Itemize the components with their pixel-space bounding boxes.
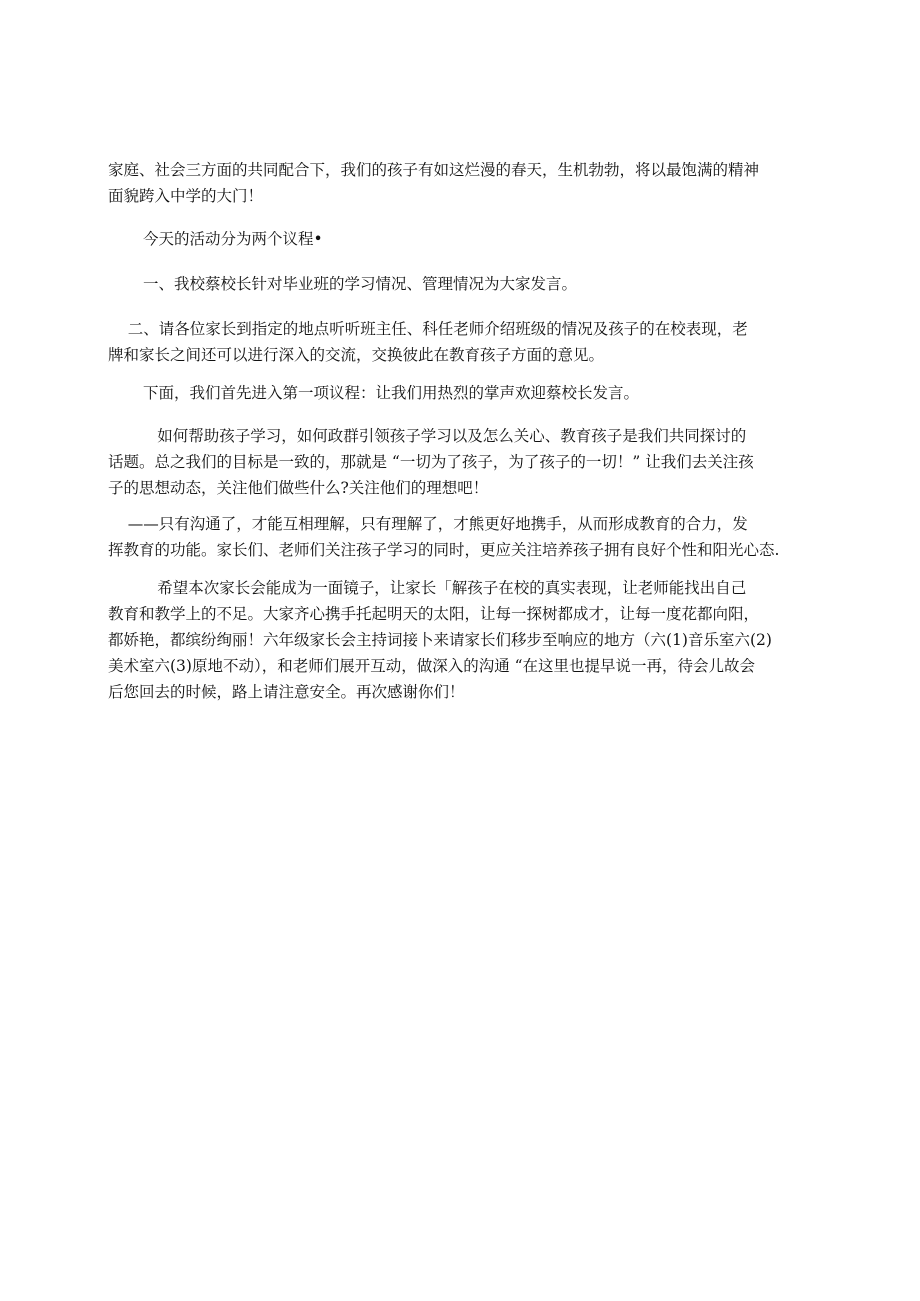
paragraph-agenda-item-1 — [143, 271, 849, 297]
text-line: 希望本次家长会能成为一面镜子，让家长「解孩子在校的真实表现，让老师能找出自己 — [108, 579, 747, 597]
text-line: 二、请各位家长到指定的地点听听班主任、科任老师介绍班级的情况及孩子的在校表现，老 — [108, 320, 748, 338]
text-line: 家庭、社会三方面的共同配合下，我们的孩子有如这烂漫的春天，生机勃勃，将以最饱满的精神 — [108, 161, 760, 179]
paragraph-first-item — [143, 380, 849, 406]
paragraph-helping-children — [108, 423, 814, 501]
text-line: 教育和教学上的不足。大家齐心携手托起明天的太阳，让每一探树都成才，让每一度花都向阳， — [108, 605, 760, 623]
text-line: 美术室六(3)原地不动），和老师们展开互动，做深入的沟通 “在这里也提早说一再，待会儿故会 — [108, 657, 756, 675]
paragraph-intro — [108, 157, 814, 209]
text-line: ——只有沟通了，才能互相理解，只有理解了，才熊更好地携手，从而形成教育的合力，发 — [108, 515, 748, 533]
text-line: 子的思想动态，关注他们做些什么?关注他们的理想吧！ — [108, 479, 489, 497]
text-line: 话题。总之我们的目标是一致的，那就是 “一切为了孩子，为了孩子的一切！” 让我们去关注孩 — [108, 453, 754, 471]
text-line: 今天的活动分为两个议程• — [143, 230, 323, 248]
text-line: 都娇艳，都缤纷绚丽！六年级家长会主持词接卜来请家长们移步至响应的地方（六(1)音乐室六(2) — [108, 631, 772, 649]
paragraph-closing — [108, 575, 814, 705]
text-line: 下面，我们首先进入第一项议程：让我们用热烈的掌声欢迎蔡校长发言。 — [143, 384, 640, 402]
text-line: 挥教育的功能。家长们、老师们关注孩子学习的同时，更应关注培养孩子拥有良好个性和阳光心态. — [108, 541, 780, 559]
text-line: 如何帮助孩子学习，如何政群引领孩子学习以及怎么关心、教育孩子是我们共同探讨的 — [108, 427, 747, 445]
paragraph-communication — [108, 511, 814, 563]
text-line: 一、我校蔡校长针对毕业班的学习情况、管理情况为大家发言。 — [143, 275, 578, 293]
text-line: 后您回去的时候，路上请注意安全。再次感谢你们！ — [108, 683, 465, 701]
paragraph-agenda-item-2 — [108, 316, 814, 368]
text-line: 面貌跨入中学的大门！ — [108, 187, 264, 205]
paragraph-agenda-intro — [143, 226, 849, 252]
text-line: 牌和家长之间还可以进行深入的交流，交换彼此在教育孩子方面的意见。 — [108, 346, 605, 364]
